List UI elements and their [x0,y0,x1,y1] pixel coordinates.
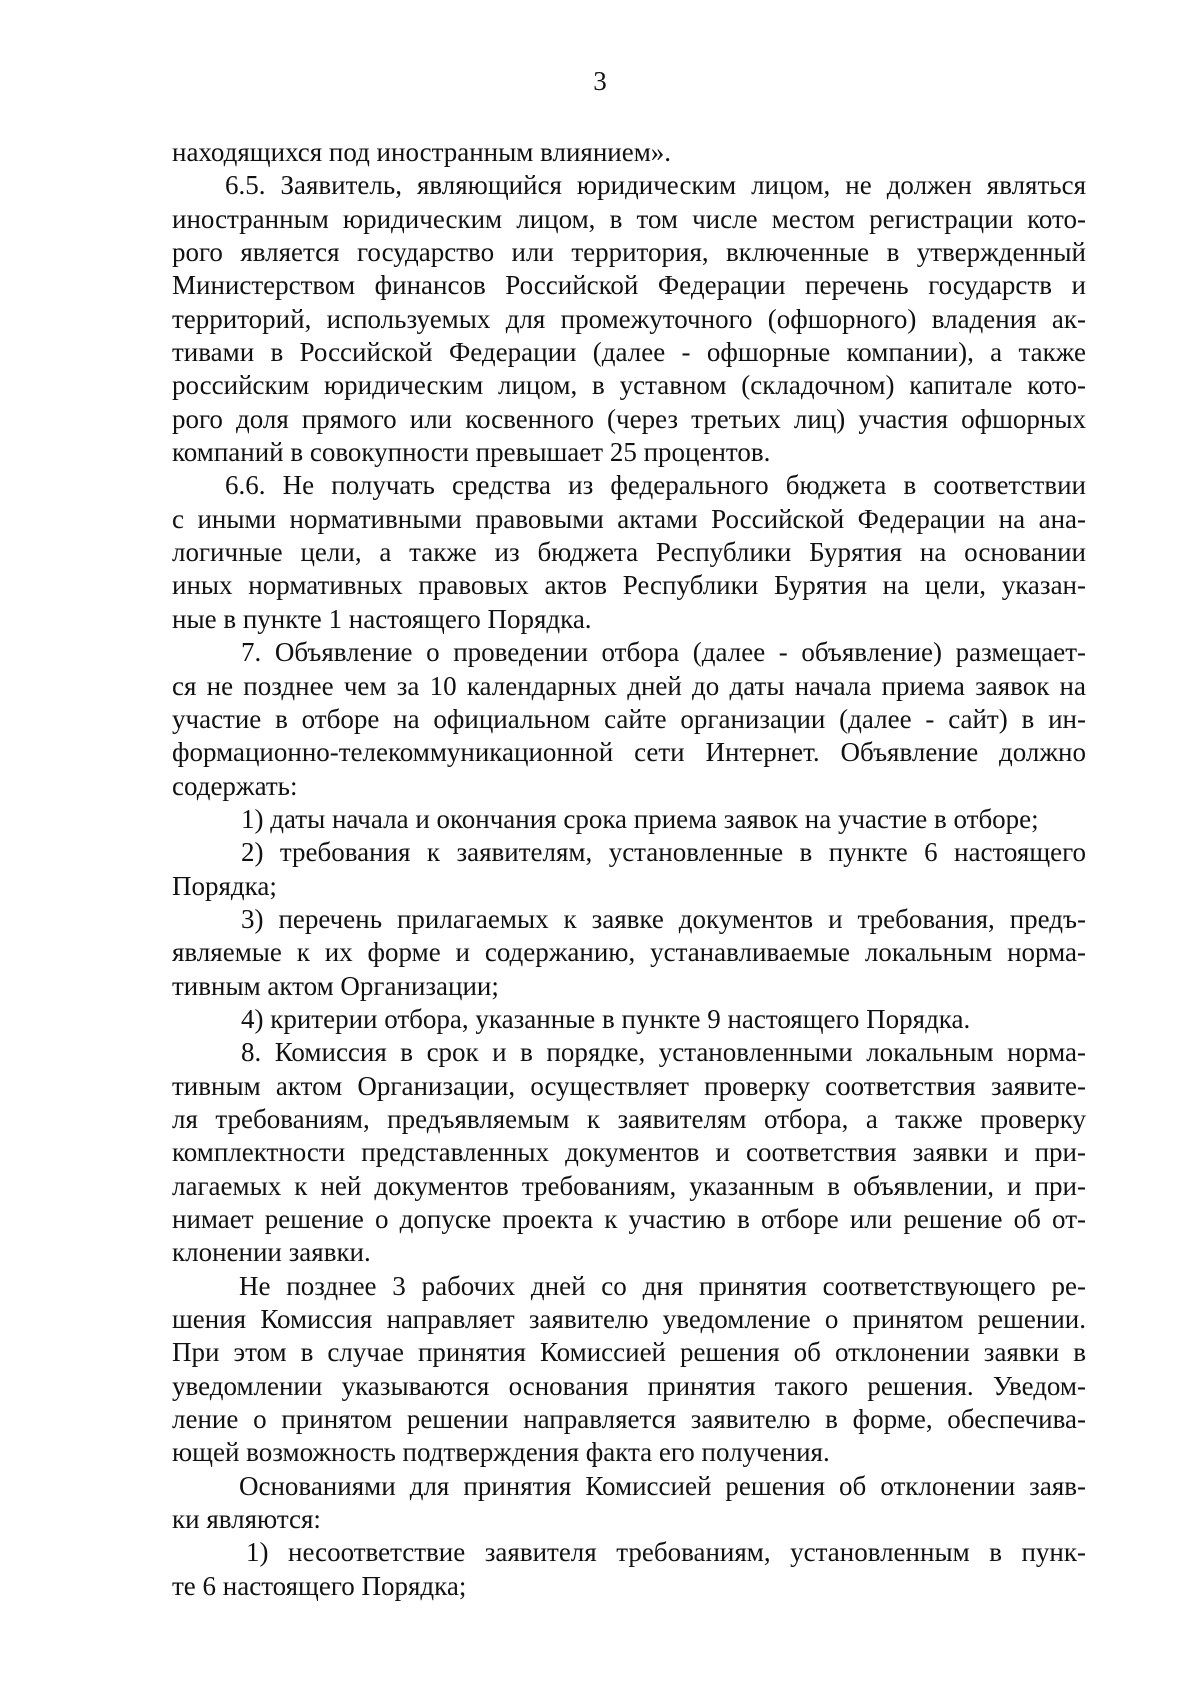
text-line: с иными нормативными правовыми актами Российской Федерации на ана- [172,503,1086,534]
text-line: логичные цели, а также из бюджета Республики Бурятия на основании [172,537,1086,568]
text-line: иных нормативных правовых актов Республики Бурятия на цели, указан- [172,570,1086,601]
text-line: тивным актом Организации; [172,970,499,1001]
text-line: являемые к их форме и содержанию, устанавливаемые локальным норма- [172,937,1086,968]
document-body [172,136,1086,1603]
text-line: иностранным юридическим лицом, в том числе местом регистрации кото- [172,203,1086,234]
text-line: комплектности представленных документов и соответствия заявки и при- [172,1137,1086,1168]
text-line: рого доля прямого или косвенного (через третьих лиц) участия офшорных [172,403,1086,434]
text-line: 6.5. Заявитель, являющийся юридическим лицом, не должен являться [225,170,1086,201]
text-line: 1) даты начала и окончания срока приема заявок на участие в отборе; [241,803,1039,834]
text-line: содержать: [172,770,298,801]
text-line: уведомлении указываются основания принятия такого решения. Уведом- [172,1370,1086,1401]
text-line: 2) требования к заявителям, установленные в пункте 6 настоящего [241,837,1086,868]
text-line: 6.6. Не получать средства из федерального бюджета в соответствии [225,470,1086,501]
text-line: лагаемых к ней документов требованиям, указанным в объявлении, и при- [172,1170,1086,1201]
text-line: Министерством финансов Российской Федерации перечень государств и [172,270,1086,301]
text-line: Не позднее 3 рабочих дней со дня принятия соответствующего ре- [239,1270,1086,1301]
text-line: ля требованиям, предъявляемым к заявителям отбора, а также проверку [172,1103,1086,1134]
text-line: компаний в совокупности превышает 25 процентов. [172,437,771,468]
text-line: тивами в Российской Федерации (далее - офшорные компании), а также [172,337,1086,368]
text-line: тивным актом Организации, осуществляет проверку соответствия заявите- [172,1070,1086,1101]
text-line: ся не позднее чем за 10 календарных дней до даты начала приема заявок на [172,670,1086,701]
text-line: ющей возможность подтверждения факта его получения. [172,1437,830,1468]
text-line: находящихся под иностранным влиянием». [172,137,672,167]
text-line: Порядка; [172,870,277,901]
page-number: 3 [593,66,607,96]
text-line: ные в пункте 1 настоящего Порядка. [172,603,592,634]
text-line: Основаниями для принятия Комиссией решения об отклонении заяв- [239,1470,1086,1501]
text-line: ки являются: [172,1504,321,1535]
text-line: территорий, используемых для промежуточного (офшорного) владения ак- [172,303,1086,334]
text-line: рого является государство или территория, включенные в утвержденный [172,237,1086,268]
text-line: шения Комиссия направляет заявителю уведомление о принятом решении. [172,1304,1086,1335]
text-line: ление о принятом решении направляется заявителю в форме, обеспечива- [172,1404,1086,1435]
text-line: 4) критерии отбора, указанные в пункте 9 настоящего Порядка. [241,1003,971,1034]
text-line: При этом в случае принятия Комиссией решения об отклонении заявки в [172,1337,1086,1368]
text-line: клонении заявки. [172,1237,371,1268]
text-line: российским юридическим лицом, в уставном (складочном) капитале кото- [172,370,1086,401]
text-line: участие в отборе на официальном сайте организации (далее - сайт) в ин- [172,703,1086,734]
text-line: формационно-телекоммуникационной сети Интернет. Объявление должно [172,737,1086,768]
text-line: те 6 настоящего Порядка; [172,1570,467,1601]
text-line: 7. Объявление о проведении отбора (далее - объявление) размещает- [241,637,1086,668]
text-line: 3) перечень прилагаемых к заявке документов и требования, предъ- [241,903,1086,934]
text-line: 1) несоответствие заявителя требованиям, установленным в пунк- [246,1537,1086,1568]
text-line: нимает решение о допуске проекта к участию в отборе или решение об от- [172,1204,1086,1234]
text-line: 8. Комиссия в срок и в порядке, установленными локальным норма- [241,1037,1086,1068]
